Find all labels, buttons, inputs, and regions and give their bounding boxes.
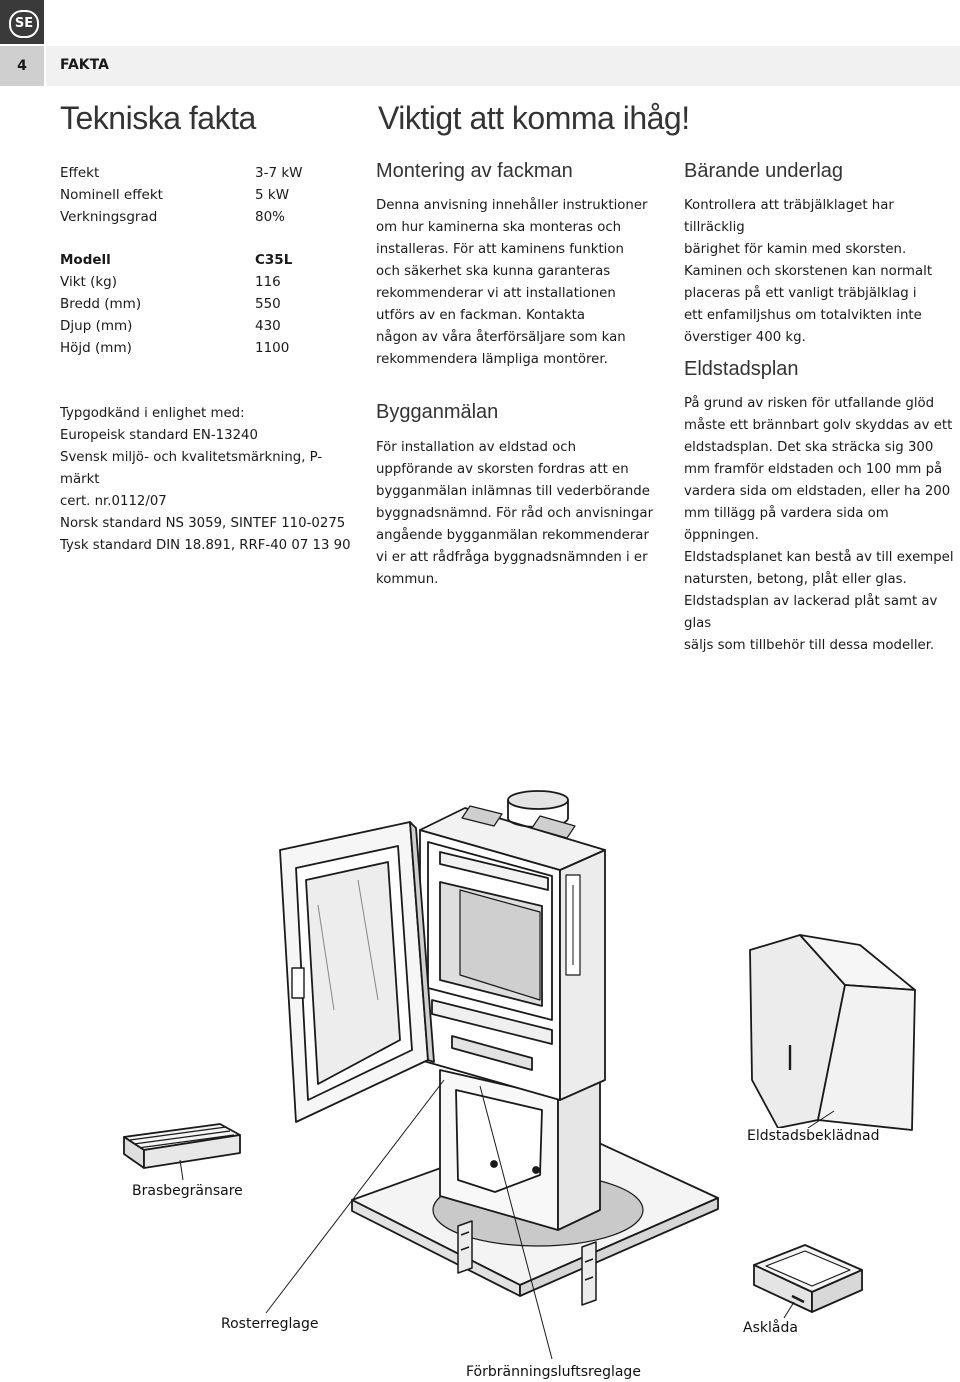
spec-value: 5 kW [255, 187, 290, 203]
text-line: mm tillägg på vardera sida om öppningen. [684, 506, 889, 543]
building-notice-heading: Bygganmälan [376, 401, 499, 423]
spec-value: 550 [255, 296, 281, 312]
text-line: På grund av risken för utfallande glöd [684, 396, 935, 411]
spec-label: Vikt (kg) [60, 274, 118, 290]
approval-line: Svensk miljö- och kvalitetsmärkning, P-märkt [60, 450, 323, 487]
text-line: placeras på ett vanligt träbjälklag i [684, 286, 917, 301]
text-line: vardera sida om eldstaden, eller ha 200 [684, 484, 951, 499]
label-rosterreglage: Rosterreglage [221, 1316, 319, 1332]
approval-line: Europeisk standard EN-13240 [60, 428, 258, 443]
spec-label: Nominell effekt [60, 187, 163, 203]
text-line: rekommenderar vi att installationen [376, 286, 616, 301]
hearth-plate-heading: Eldstadsplan [684, 358, 799, 380]
text-line: natursten, betong, plåt eller glas. [684, 572, 907, 587]
section-label: FAKTA [60, 57, 109, 73]
spec-value: 3-7 kW [255, 165, 303, 181]
leader-line [784, 1302, 794, 1318]
approval-line: Tysk standard DIN 18.891, RRF-40 07 13 90 [60, 538, 351, 553]
spec-label: Höjd (mm) [60, 340, 132, 356]
text-line: överstiger 400 kg. [684, 330, 806, 345]
spec-label: Effekt [60, 165, 100, 181]
important-title: Viktigt att komma ihåg! [378, 100, 690, 136]
page-number: 4 [0, 46, 44, 86]
approval-line: cert. nr.0112/07 [60, 494, 167, 509]
grate-limiter [124, 1124, 240, 1168]
text-line: byggnadsnämnd. För råd och anvisningar [376, 506, 654, 521]
side-cladding [750, 935, 915, 1130]
spec-label: Modell [60, 252, 111, 268]
text-line: ett enfamiljshus om totalvikten inte [684, 308, 922, 323]
text-line: utförs av en fackman. Kontakta [376, 308, 586, 323]
spec-label: Verkningsgrad [60, 209, 158, 225]
text-line: rekommendera lämpliga montörer. [376, 352, 608, 367]
technical-facts-title: Tekniska fakta [60, 100, 256, 136]
stove-door [280, 822, 434, 1122]
text-line: kommun. [376, 572, 439, 587]
spec-value: 1100 [255, 340, 290, 356]
text-line: bygganmälan inlämnas till vederbörande [376, 484, 650, 499]
text-line: uppförande av skorsten fordras att en [376, 462, 629, 477]
label-forbranningsluftsreglage: Förbränningsluftsreglage [466, 1364, 641, 1380]
text-line: mm framför eldstaden och 100 mm på [684, 462, 943, 477]
spec-label: Bredd (mm) [60, 296, 142, 312]
approval-line: Norsk standard NS 3059, SINTEF 110-0275 [60, 516, 346, 531]
spec-value: 430 [255, 318, 281, 334]
text-line: bärighet för kamin med skorsten. [684, 242, 907, 257]
text-line: om hur kaminerna ska monteras och [376, 220, 622, 235]
spec-value: 116 [255, 274, 281, 290]
text-line: Denna anvisning innehåller instruktioner [376, 198, 648, 213]
installation-heading: Montering av fackman [376, 160, 573, 182]
text-line: vi er att rådfråga byggnadsnämnden i er [376, 550, 648, 565]
stove-body [420, 808, 605, 1100]
text-line: måste ett brännbart golv skyddas av ett [684, 418, 953, 433]
text-line: säljs som tillbehör till dessa modeller. [684, 638, 935, 653]
text-line: någon av våra återförsäljare som kan [376, 330, 626, 345]
load-bearing-heading: Bärande underlag [684, 160, 844, 182]
text-line: och säkerhet ska kunna garanteras [376, 264, 611, 279]
text-line: Kontrollera att träbjälklaget har tillräcklig [684, 198, 894, 235]
spec-value: C35L [255, 252, 293, 268]
approval-line: Typgodkänd i enlighet med: [60, 406, 245, 421]
text-line: angående bygganmälan rekommenderar [376, 528, 649, 543]
text-line: eldstadsplan. Det ska sträcka sig 300 [684, 440, 934, 455]
text-line: Eldstadsplan av lackerad plåt samt av glas [684, 594, 938, 631]
text-line: installeras. För att kaminens funktion [376, 242, 624, 257]
spec-value: 80% [255, 209, 286, 225]
label-brasbegransare: Brasbegränsare [132, 1183, 243, 1199]
text-line: Eldstadsplanet kan bestå av till exempel [684, 550, 954, 565]
spec-label: Djup (mm) [60, 318, 133, 334]
ash-drawer [754, 1245, 862, 1312]
text-line: För installation av eldstad och [376, 440, 577, 455]
text-line: Kaminen och skorstenen kan normalt [684, 264, 933, 279]
country-code: SE [9, 10, 39, 38]
label-askloda: Asklåda [743, 1320, 798, 1336]
label-eldstadsbekladnad: Eldstadsbeklädnad [747, 1128, 880, 1144]
